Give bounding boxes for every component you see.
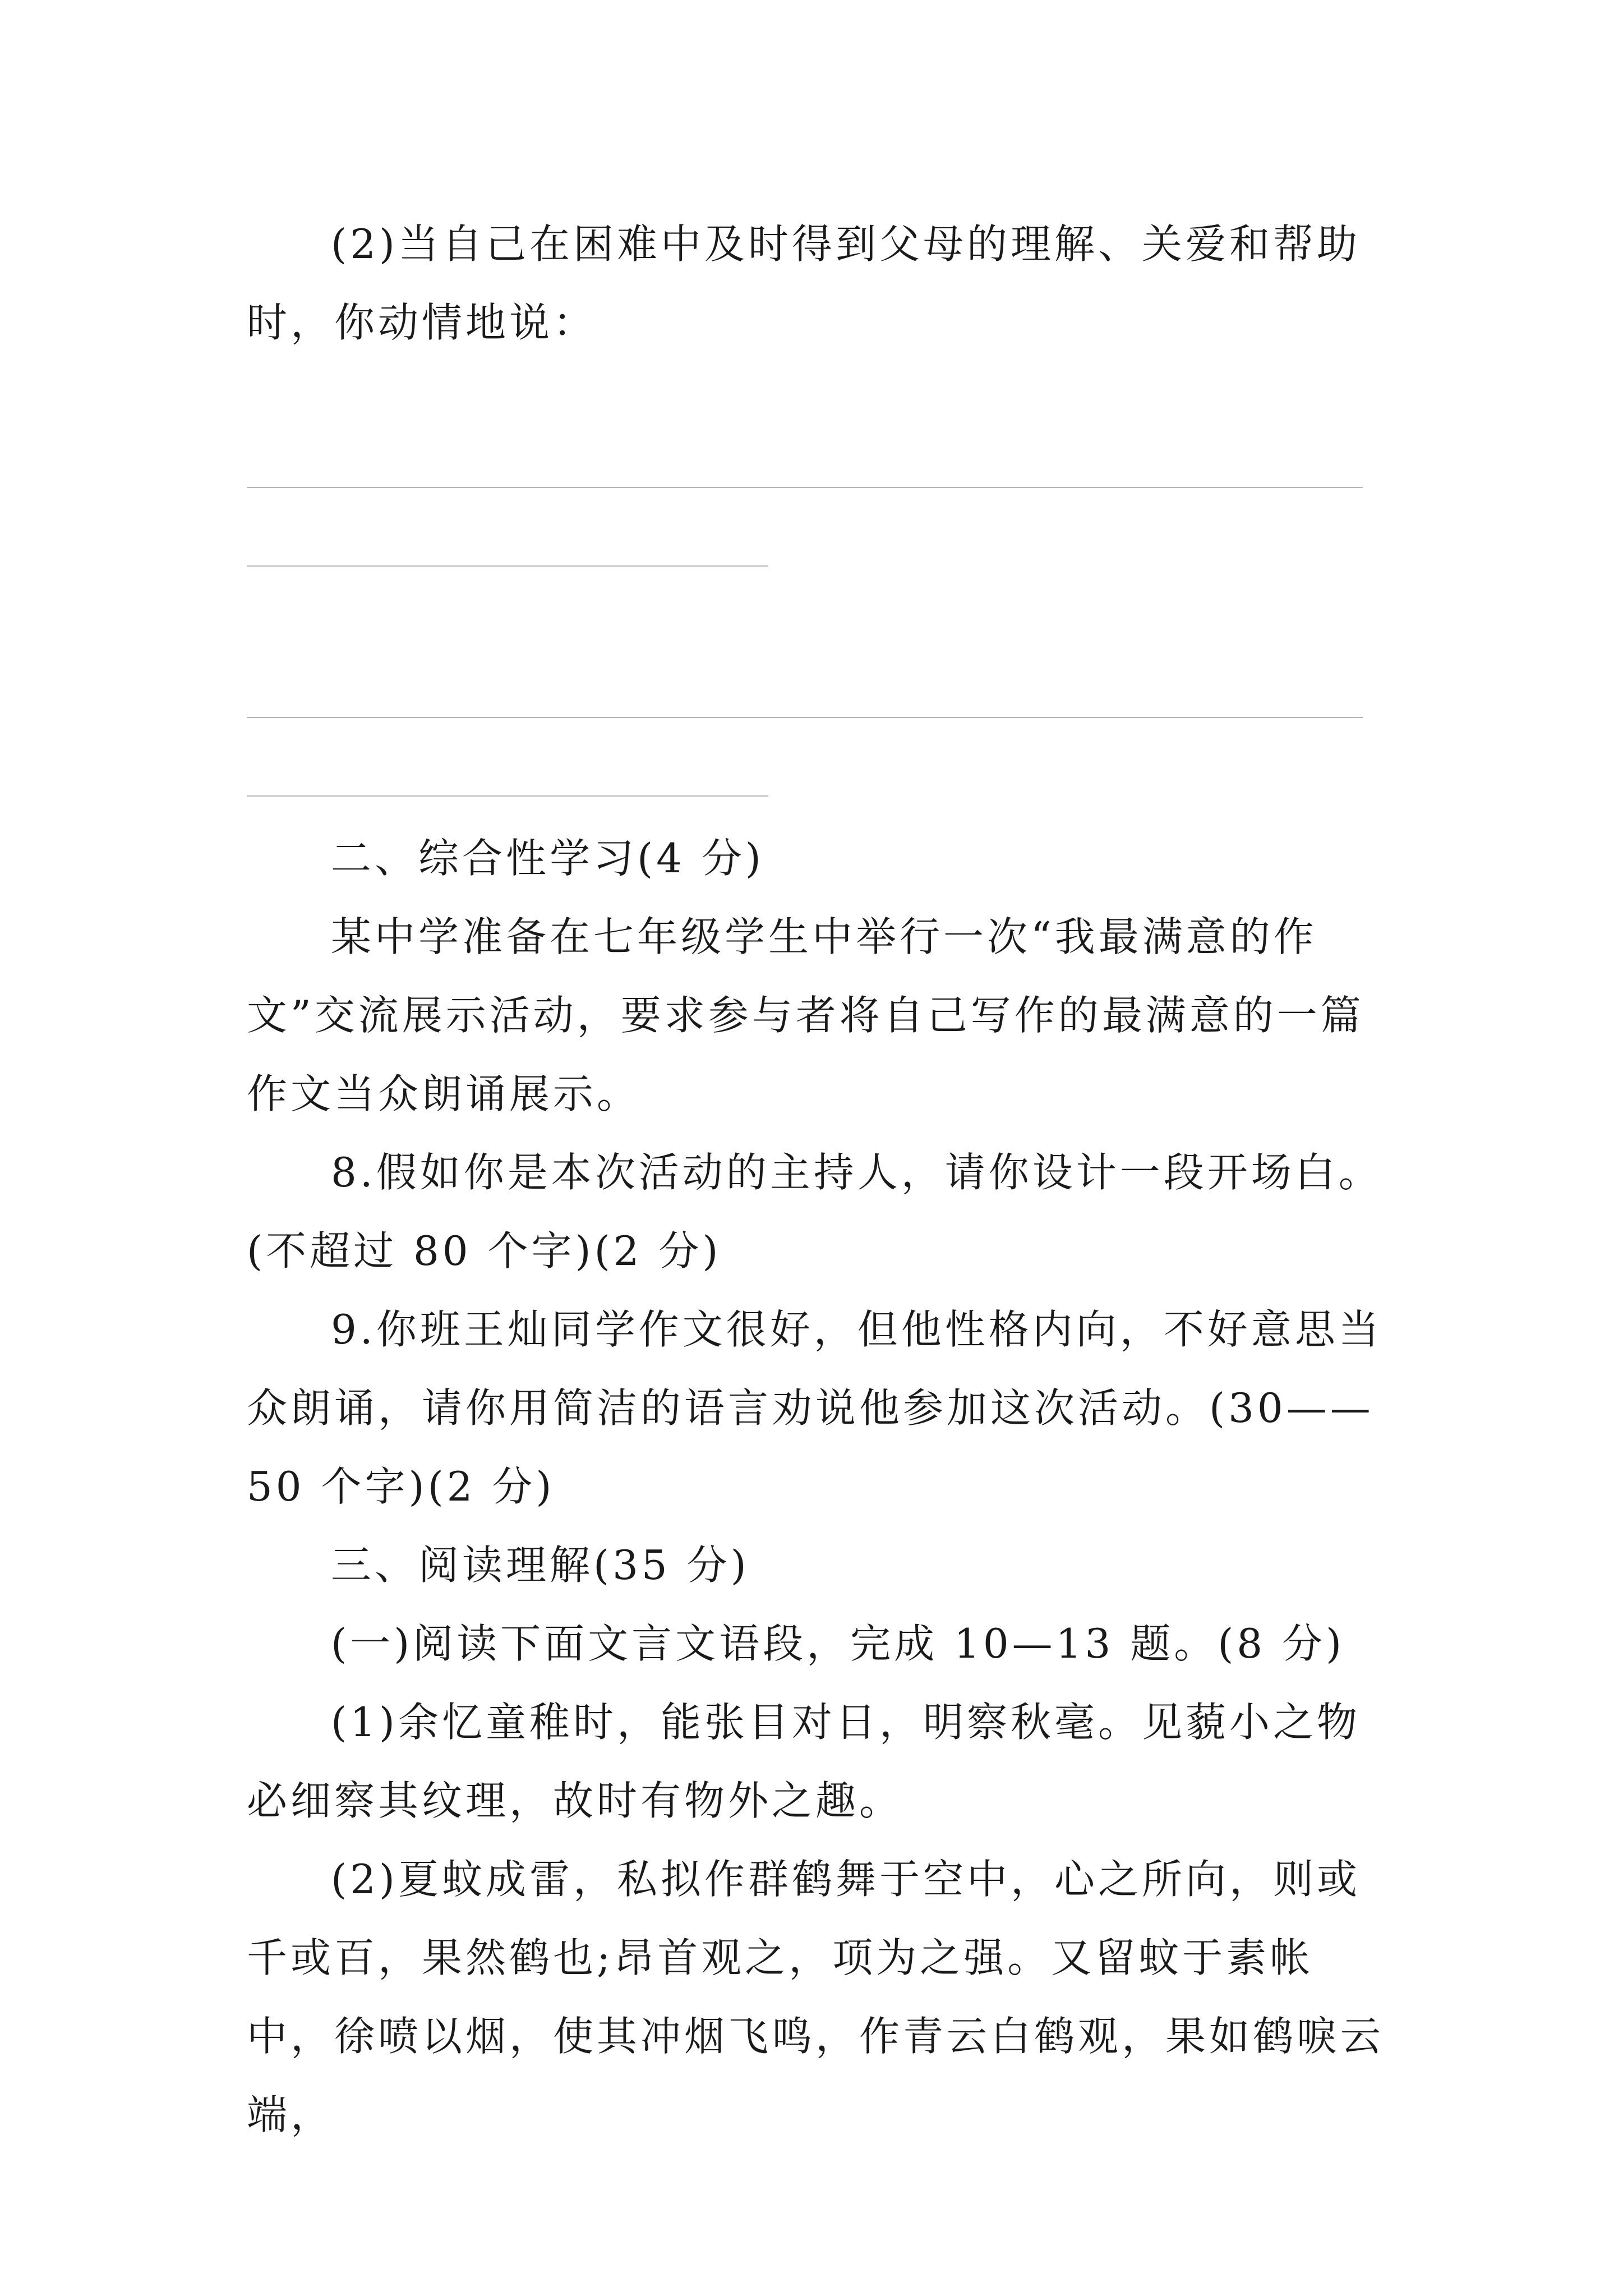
answer-line[interactable]: [247, 487, 1363, 488]
question-9: 9.你班王灿同学作文很好，但他性格内向，不好意思当众朗诵，请你用简洁的语言劝说他参加这次活动。(30——50 个字)(2 分): [247, 1306, 1382, 1510]
answer-line[interactable]: [247, 795, 768, 797]
section-3-title: 三、阅读理解(35 分): [331, 1542, 750, 1589]
passage-paragraph-2: (2)夏蚊成雷，私拟作群鹤舞于空中，心之所向，则或千或百，果然鹤也;昂首观之，项为之强。又留蚊于素帐中，徐喷以烟，使其冲烟飞鸣，作青云白鹤观，果如鹤唳云端，: [247, 1856, 1385, 2138]
section-2-title: 二、综合性学习(4 分): [331, 835, 764, 882]
passage-paragraph-1: (1)余忆童稚时，能张目对日，明察秋毫。见藐小之物必细察其纹理，故时有物外之趣。: [247, 1699, 1361, 1824]
question-2-prompt: (2)当自己在困难中及时得到父母的理解、关爱和帮助时，你动情地说：: [247, 220, 1361, 346]
reading-1-title: (一)阅读下面文言文语段，完成 10—13 题。(8 分): [331, 1620, 1345, 1667]
answer-line[interactable]: [247, 717, 1363, 718]
question-8: 8.假如你是本次活动的主持人，请你设计一段开场白。(不超过 80 个字)(2 分): [247, 1149, 1382, 1274]
answer-line[interactable]: [247, 565, 768, 567]
section-2-intro: 某中学准备在七年级学生中举行一次“我最满意的作文”交流展示活动，要求参与者将自己写作的最满意的一篇作文当众朗诵展示。: [247, 913, 1364, 1117]
